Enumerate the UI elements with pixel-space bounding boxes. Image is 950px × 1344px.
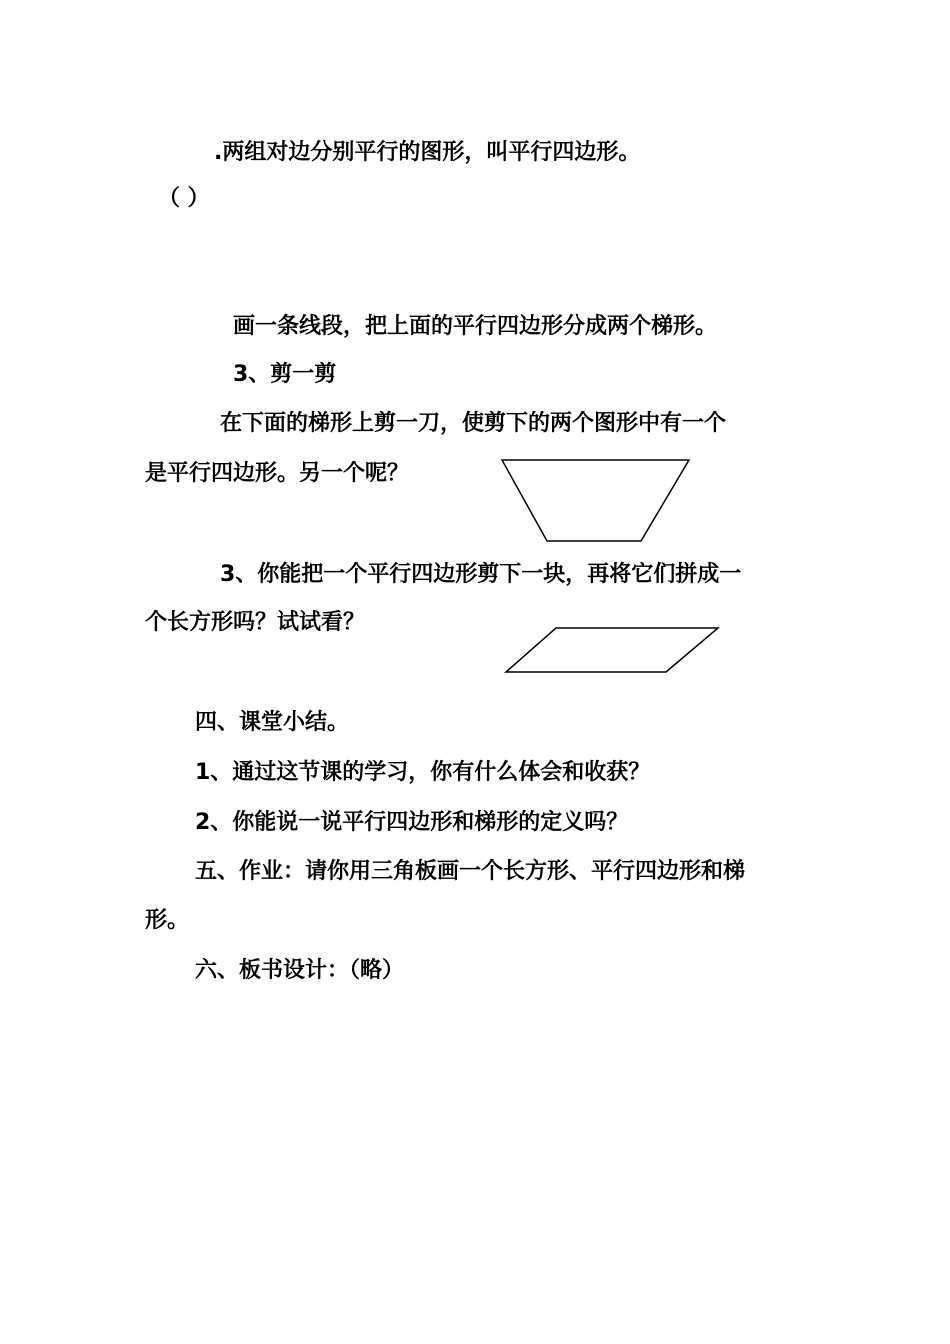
parallelogram-outline — [506, 628, 718, 672]
homework-line-1: 五、作业：请你用三角板画一个长方形、平行四边形和梯 — [195, 859, 746, 884]
answer-bracket: （ ） — [158, 186, 210, 211]
trapezoid-figure — [497, 455, 697, 545]
summary-question-1: 1、通过这节课的学习，你有什么体会和收获？ — [195, 760, 651, 785]
homework-line-2: 形。 — [145, 908, 190, 933]
summary-title: 四、课堂小结。 — [195, 710, 350, 735]
trapezoid-outline — [502, 460, 689, 541]
summary-question-2: 2、你能说一说平行四边形和梯形的定义吗？ — [195, 810, 629, 835]
parallelogram-figure — [502, 624, 722, 676]
board-design-line: 六、板书设计：（略） — [195, 958, 405, 983]
section-cut-title: 3、剪一剪 — [233, 362, 337, 387]
draw-instruction: 画一条线段，把上面的平行四边形分成两个梯形。 — [233, 314, 718, 339]
cut-text-line-1: 在下面的梯形上剪一刀，使剪下的两个图形中有一个 — [220, 411, 727, 436]
statement-line: .两组对边分别平行的图形，叫平行四边形。 — [214, 140, 641, 165]
cut-text-line-2: 是平行四边形。另一个呢？ — [145, 461, 410, 486]
rect-text-line-2: 个长方形吗？试试看？ — [145, 610, 366, 635]
rect-text-line-1: 3、你能把一个平行四边形剪下一块，再将它们拼成一 — [220, 562, 742, 587]
